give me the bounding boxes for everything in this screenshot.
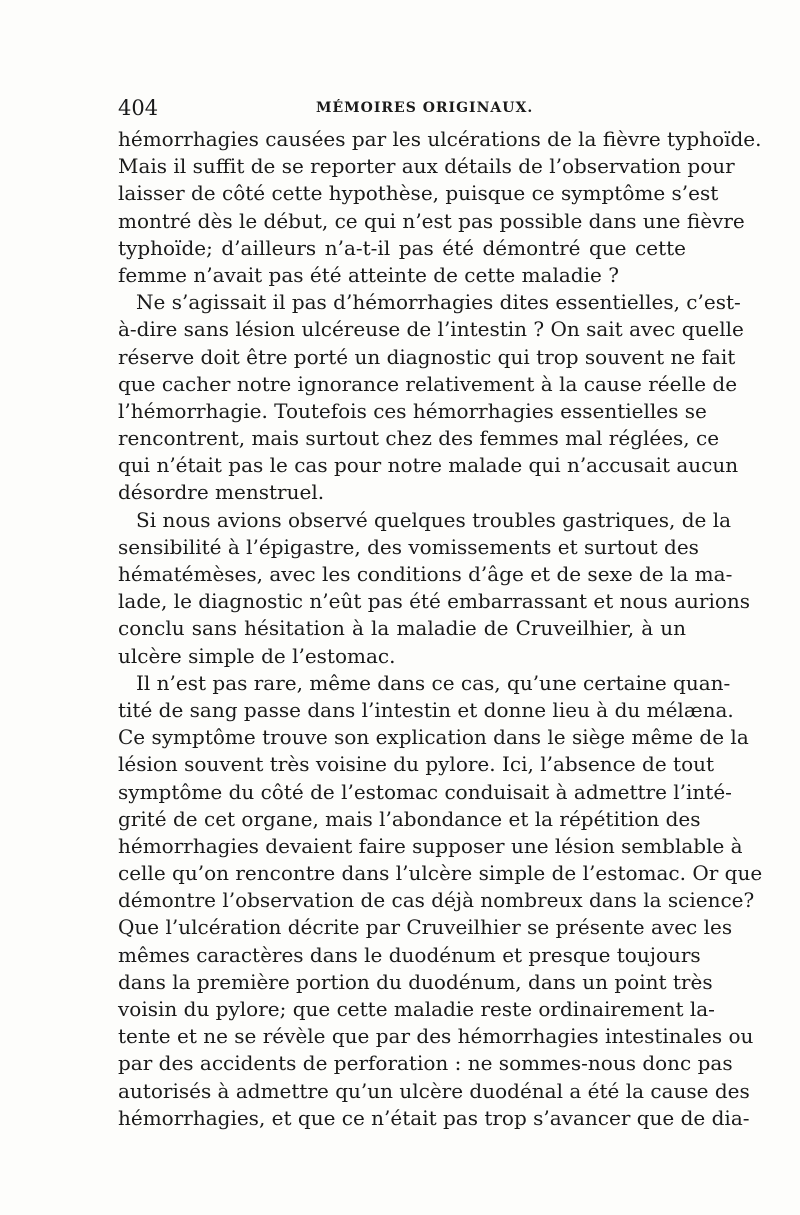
- text-line: réserve doit être porté un diagnostic qui trop souvent ne fait: [118, 344, 736, 369]
- text-line: dans la première portion du duodénum, dans un point très: [118, 969, 713, 994]
- running-head: MÉMOIRES ORIGINAUX.: [316, 100, 534, 116]
- text-line: tente et ne se révèle que par des hémorrhagies intestinales ou: [118, 1024, 754, 1049]
- text-line: autorisés à admettre qu’un ulcère duodénal a été la cause des: [118, 1078, 750, 1103]
- text-line: grité de cet organe, mais l’abondance et la répétition des: [118, 806, 701, 831]
- text-line: lésion souvent très voisine du pylore. Ici, l’absence de tout: [118, 752, 715, 777]
- text-line: voisin du pylore; que cette maladie reste ordinairement la-: [118, 997, 715, 1021]
- text-line: conclu sans hésitation à la maladie de Cruveilhier, à un: [118, 616, 686, 641]
- text-line: montré dès le début, ce qui n’est pas possible dans une fièvre: [118, 208, 745, 233]
- page-header: [118, 96, 686, 124]
- text-line: mêmes caractères dans le duodénum et presque toujours: [118, 942, 701, 967]
- text-line: celle qu’on rencontre dans l’ulcère simple de l’estomac. Or que: [118, 861, 763, 886]
- text-line: hémorrhagies, et que ce n’était pas trop s’avancer que de dia-: [118, 1105, 750, 1130]
- page-number: 404: [118, 96, 159, 120]
- text-line: ulcère simple de l’estomac.: [118, 643, 396, 668]
- text-line: tité de sang passe dans l’intestin et donne lieu à du mélæna.: [118, 697, 734, 722]
- text-line: Si nous avions observé quelques troubles gastriques, de la: [136, 507, 732, 532]
- text-line: Ce symptôme trouve son explication dans le siège même de la: [118, 725, 749, 750]
- text-line: rencontrent, mais surtout chez des femmes mal réglées, ce: [118, 426, 720, 451]
- text-line: l’hémorrhagie. Toutefois ces hémorrhagies essentielles se: [118, 398, 707, 423]
- text-line: démontre l’observation de cas déjà nombreux dans la science?: [118, 888, 755, 913]
- text-line: à-dire sans lésion ulcéreuse de l’intestin ? On sait avec quelle: [118, 317, 744, 342]
- text-line: femme n’avait pas été atteinte de cette maladie ?: [118, 262, 619, 287]
- body-text: [118, 126, 763, 1132]
- text-line: qui n’était pas le cas pour notre malade qui n’accusait aucun: [118, 453, 739, 478]
- text-line: symptôme du côté de l’estomac conduisait à admettre l’inté-: [118, 779, 732, 804]
- text-line: par des accidents de perforation : ne sommes-nous donc pas: [118, 1051, 733, 1076]
- text-line: hémorrhagies causées par les ulcérations de la fièvre typhoïde.: [118, 127, 762, 151]
- text-line: lade, le diagnostic n’eût pas été embarrassant et nous aurions: [118, 589, 751, 614]
- text-line: laisser de côté cette hypothèse, puisque ce symptôme s’est: [118, 181, 719, 206]
- text-line: Que l’ulcération décrite par Cruveilhier se présente avec les: [118, 915, 733, 940]
- text-line: Il n’est pas rare, même dans ce cas, qu’une certaine quan-: [136, 670, 731, 695]
- text-line: Ne s’agissait il pas d’hémorrhagies dites essentielles, c’est-: [136, 290, 741, 315]
- text-line: typhoïde; d’ailleurs n’a-t-il pas été démontré que cette: [118, 235, 686, 260]
- text-line: sensibilité à l’épigastre, des vomissements et surtout des: [118, 534, 699, 559]
- text-line: hémorrhagies devaient faire supposer une lésion semblable à: [118, 833, 743, 858]
- text-line: que cacher notre ignorance relativement à la cause réelle de: [118, 371, 738, 396]
- text-line: hématémèses, avec les conditions d’âge et de sexe de la ma-: [118, 562, 733, 586]
- text-line: Mais il suffit de se reporter aux détails de l’observation pour: [118, 154, 735, 179]
- text-line: désordre menstruel.: [118, 480, 325, 505]
